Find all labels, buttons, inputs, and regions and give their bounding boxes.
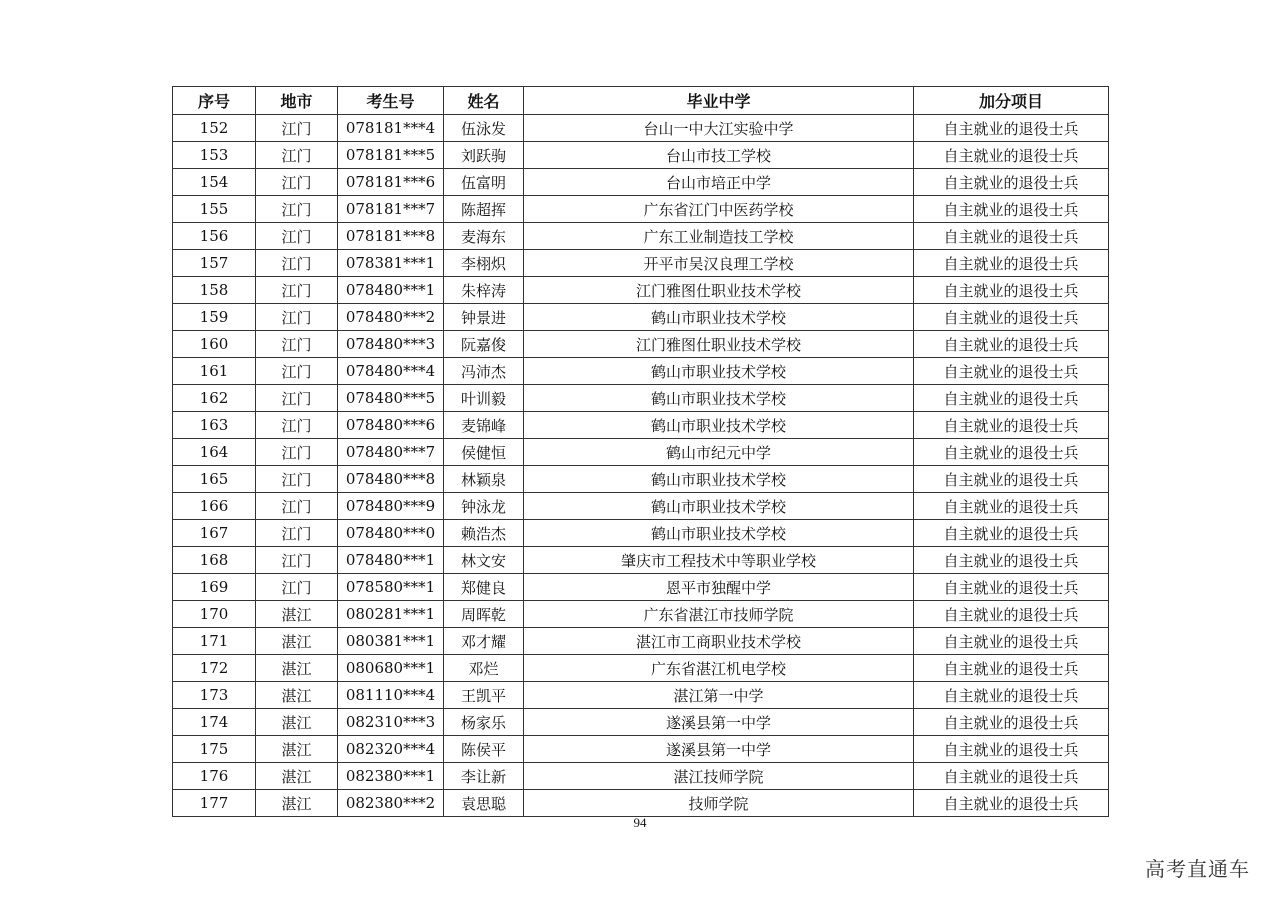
cell-name: 侯健恒 [444,439,524,466]
cell-name: 邓烂 [444,655,524,682]
cell-school: 台山市技工学校 [524,142,914,169]
cell-city: 湛江 [256,628,338,655]
table-row [173,250,1109,277]
cell-exam-id: 078181***7 [338,196,444,223]
cell-seq: 158 [173,277,256,304]
cell-exam-id: 078181***6 [338,169,444,196]
cell-bonus: 自主就业的退役士兵 [914,655,1109,682]
cell-exam-id: 078480***4 [338,358,444,385]
cell-city: 江门 [256,223,338,250]
table-row [173,277,1109,304]
cell-name: 杨家乐 [444,709,524,736]
cell-bonus: 自主就业的退役士兵 [914,304,1109,331]
cell-name: 麦锦峰 [444,412,524,439]
cell-bonus: 自主就业的退役士兵 [914,439,1109,466]
cell-exam-id: 082380***2 [338,790,444,817]
cell-exam-id: 078480***3 [338,331,444,358]
table-row [173,493,1109,520]
cell-school: 江门雅图仕职业技术学校 [524,277,914,304]
cell-exam-id: 082310***3 [338,709,444,736]
cell-seq: 155 [173,196,256,223]
cell-city: 江门 [256,466,338,493]
cell-city: 湛江 [256,790,338,817]
table-row [173,169,1109,196]
header-bonus: 加分项目 [914,87,1109,115]
cell-school: 湛江第一中学 [524,682,914,709]
cell-bonus: 自主就业的退役士兵 [914,412,1109,439]
cell-exam-id: 078480***7 [338,439,444,466]
cell-school: 台山市培正中学 [524,169,914,196]
cell-school: 鹤山市职业技术学校 [524,304,914,331]
cell-name: 麦海东 [444,223,524,250]
cell-city: 湛江 [256,682,338,709]
cell-exam-id: 078580***1 [338,574,444,601]
cell-exam-id: 080281***1 [338,601,444,628]
cell-city: 江门 [256,115,338,142]
cell-school: 技师学院 [524,790,914,817]
cell-exam-id: 078181***5 [338,142,444,169]
cell-bonus: 自主就业的退役士兵 [914,520,1109,547]
cell-exam-id: 082380***1 [338,763,444,790]
table-row [173,196,1109,223]
cell-name: 伍泳发 [444,115,524,142]
cell-city: 湛江 [256,709,338,736]
cell-bonus: 自主就业的退役士兵 [914,385,1109,412]
cell-school: 遂溪县第一中学 [524,709,914,736]
cell-school: 遂溪县第一中学 [524,736,914,763]
cell-school: 鹤山市职业技术学校 [524,520,914,547]
cell-city: 江门 [256,385,338,412]
cell-city: 湛江 [256,763,338,790]
cell-school: 湛江技师学院 [524,763,914,790]
cell-exam-id: 078480***1 [338,547,444,574]
cell-exam-id: 078480***8 [338,466,444,493]
table-row [173,628,1109,655]
cell-bonus: 自主就业的退役士兵 [914,331,1109,358]
cell-bonus: 自主就业的退役士兵 [914,763,1109,790]
cell-city: 江门 [256,250,338,277]
cell-city: 湛江 [256,655,338,682]
table-row [173,547,1109,574]
cell-seq: 169 [173,574,256,601]
cell-city: 江门 [256,169,338,196]
cell-bonus: 自主就业的退役士兵 [914,574,1109,601]
cell-school: 鹤山市职业技术学校 [524,493,914,520]
cell-seq: 174 [173,709,256,736]
cell-name: 李栩炽 [444,250,524,277]
cell-city: 湛江 [256,736,338,763]
cell-name: 钟泳龙 [444,493,524,520]
cell-city: 江门 [256,142,338,169]
cell-exam-id: 078480***6 [338,412,444,439]
cell-name: 陈侯平 [444,736,524,763]
cell-seq: 175 [173,736,256,763]
header-row [173,87,1109,115]
cell-name: 郑健良 [444,574,524,601]
table-row [173,520,1109,547]
cell-exam-id: 078381***1 [338,250,444,277]
cell-city: 江门 [256,520,338,547]
cell-seq: 167 [173,520,256,547]
table-row [173,466,1109,493]
cell-name: 伍富明 [444,169,524,196]
cell-seq: 177 [173,790,256,817]
cell-bonus: 自主就业的退役士兵 [914,169,1109,196]
cell-name: 朱梓涛 [444,277,524,304]
cell-school: 湛江市工商职业技术学校 [524,628,914,655]
header-city: 地市 [256,87,338,115]
cell-name: 陈超挥 [444,196,524,223]
cell-bonus: 自主就业的退役士兵 [914,223,1109,250]
cell-school: 鹤山市纪元中学 [524,439,914,466]
cell-seq: 152 [173,115,256,142]
cell-name: 邓才耀 [444,628,524,655]
table-row [173,223,1109,250]
table-row [173,790,1109,817]
cell-school: 鹤山市职业技术学校 [524,412,914,439]
cell-exam-id: 080381***1 [338,628,444,655]
table-row [173,439,1109,466]
cell-city: 江门 [256,574,338,601]
table-row [173,574,1109,601]
table-row [173,358,1109,385]
cell-exam-id: 078480***2 [338,304,444,331]
cell-city: 江门 [256,277,338,304]
cell-seq: 164 [173,439,256,466]
table-row [173,304,1109,331]
cell-bonus: 自主就业的退役士兵 [914,601,1109,628]
cell-exam-id: 080680***1 [338,655,444,682]
cell-seq: 166 [173,493,256,520]
cell-school: 广东省湛江市技师学院 [524,601,914,628]
table-row [173,709,1109,736]
cell-name: 袁思聪 [444,790,524,817]
cell-bonus: 自主就业的退役士兵 [914,196,1109,223]
cell-name: 林文安 [444,547,524,574]
header-seq: 序号 [173,87,256,115]
watermark: 高考直通车 [1145,857,1250,881]
cell-exam-id: 078480***0 [338,520,444,547]
cell-school: 台山一中大江实验中学 [524,115,914,142]
cell-name: 冯沛杰 [444,358,524,385]
cell-seq: 157 [173,250,256,277]
cell-seq: 161 [173,358,256,385]
table-row [173,655,1109,682]
table-row [173,763,1109,790]
cell-school: 鹤山市职业技术学校 [524,466,914,493]
cell-name: 王凯平 [444,682,524,709]
cell-school: 恩平市独醒中学 [524,574,914,601]
cell-school: 肇庆市工程技术中等职业学校 [524,547,914,574]
cell-seq: 173 [173,682,256,709]
table-row [173,331,1109,358]
cell-exam-id: 078181***4 [338,115,444,142]
cell-bonus: 自主就业的退役士兵 [914,277,1109,304]
cell-seq: 159 [173,304,256,331]
cell-bonus: 自主就业的退役士兵 [914,709,1109,736]
cell-bonus: 自主就业的退役士兵 [914,790,1109,817]
cell-seq: 160 [173,331,256,358]
cell-name: 阮嘉俊 [444,331,524,358]
cell-city: 江门 [256,493,338,520]
cell-city: 江门 [256,547,338,574]
table-row [173,385,1109,412]
cell-school: 江门雅图仕职业技术学校 [524,331,914,358]
cell-bonus: 自主就业的退役士兵 [914,736,1109,763]
cell-city: 江门 [256,304,338,331]
cell-seq: 171 [173,628,256,655]
cell-name: 叶训毅 [444,385,524,412]
table-row [173,412,1109,439]
cell-seq: 176 [173,763,256,790]
cell-bonus: 自主就业的退役士兵 [914,115,1109,142]
table-row [173,736,1109,763]
cell-name: 刘跃驹 [444,142,524,169]
cell-bonus: 自主就业的退役士兵 [914,250,1109,277]
cell-school: 鹤山市职业技术学校 [524,358,914,385]
cell-seq: 162 [173,385,256,412]
cell-city: 江门 [256,331,338,358]
cell-school: 开平市吴汉良理工学校 [524,250,914,277]
table-row [173,601,1109,628]
cell-seq: 170 [173,601,256,628]
cell-bonus: 自主就业的退役士兵 [914,358,1109,385]
cell-exam-id: 081110***4 [338,682,444,709]
cell-bonus: 自主就业的退役士兵 [914,547,1109,574]
cell-bonus: 自主就业的退役士兵 [914,466,1109,493]
cell-seq: 156 [173,223,256,250]
header-name: 姓名 [444,87,524,115]
header-exam-id: 考生号 [338,87,444,115]
cell-exam-id: 078181***8 [338,223,444,250]
cell-seq: 168 [173,547,256,574]
cell-seq: 154 [173,169,256,196]
roster-table [172,86,1109,817]
cell-exam-id: 078480***1 [338,277,444,304]
cell-school: 鹤山市职业技术学校 [524,385,914,412]
cell-exam-id: 078480***9 [338,493,444,520]
table-row [173,115,1109,142]
page-number: 94 [633,815,647,830]
cell-exam-id: 082320***4 [338,736,444,763]
header-school: 毕业中学 [524,87,914,115]
cell-school: 广东省江门中医药学校 [524,196,914,223]
cell-city: 江门 [256,196,338,223]
cell-bonus: 自主就业的退役士兵 [914,493,1109,520]
cell-school: 广东工业制造技工学校 [524,223,914,250]
cell-seq: 172 [173,655,256,682]
cell-city: 江门 [256,358,338,385]
cell-exam-id: 078480***5 [338,385,444,412]
cell-seq: 153 [173,142,256,169]
cell-name: 钟景进 [444,304,524,331]
cell-city: 江门 [256,439,338,466]
cell-bonus: 自主就业的退役士兵 [914,682,1109,709]
cell-seq: 163 [173,412,256,439]
cell-bonus: 自主就业的退役士兵 [914,628,1109,655]
cell-name: 周晖乾 [444,601,524,628]
cell-seq: 165 [173,466,256,493]
table-row [173,142,1109,169]
cell-name: 李让新 [444,763,524,790]
table-row [173,682,1109,709]
cell-school: 广东省湛江机电学校 [524,655,914,682]
cell-city: 湛江 [256,601,338,628]
cell-bonus: 自主就业的退役士兵 [914,142,1109,169]
cell-name: 林颖泉 [444,466,524,493]
cell-name: 赖浩杰 [444,520,524,547]
cell-city: 江门 [256,412,338,439]
